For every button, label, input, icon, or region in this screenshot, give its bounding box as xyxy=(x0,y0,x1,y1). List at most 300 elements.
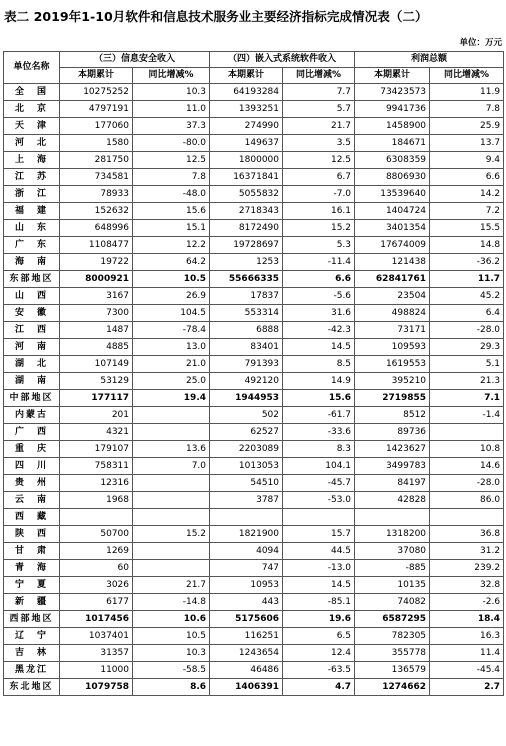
profit-current-cell: 13539640 xyxy=(355,186,430,203)
embedded-growth-cell: 14.5 xyxy=(283,577,355,594)
info-security-growth-cell: -58.5 xyxy=(133,662,210,679)
region-name: 内蒙古 xyxy=(4,407,60,424)
info-security-current-cell: 1580 xyxy=(60,135,133,152)
region-name: 宁 夏 xyxy=(4,577,60,594)
info-security-current-cell: 53129 xyxy=(60,373,133,390)
table-row xyxy=(4,186,504,203)
embedded-growth-cell: 14.9 xyxy=(283,373,355,390)
profit-current-cell: 109593 xyxy=(355,339,430,356)
info-security-current-cell: 3026 xyxy=(60,577,133,594)
profit-growth-cell: -1.4 xyxy=(430,407,504,424)
profit-current-cell: 355778 xyxy=(355,645,430,662)
profit-growth-cell xyxy=(430,509,504,526)
embedded-current-cell: 6888 xyxy=(210,322,283,339)
info-security-current-cell: 177060 xyxy=(60,118,133,135)
embedded-current-cell: 149637 xyxy=(210,135,283,152)
profit-current-cell: 1274662 xyxy=(355,679,430,696)
region-name: 中部地区 xyxy=(4,390,60,407)
table-row xyxy=(4,424,504,441)
region-name: 河 南 xyxy=(4,339,60,356)
embedded-growth-cell: 15.2 xyxy=(283,220,355,237)
table-row xyxy=(4,594,504,611)
region-name: 东北地区 xyxy=(4,679,60,696)
region-name: 全 国 xyxy=(4,84,60,101)
info-security-growth-cell xyxy=(133,407,210,424)
region-name: 黑龙江 xyxy=(4,662,60,679)
info-security-current-cell: 4885 xyxy=(60,339,133,356)
info-security-growth-cell: 10.6 xyxy=(133,611,210,628)
region-name: 山 西 xyxy=(4,288,60,305)
profit-current-cell: 62841761 xyxy=(355,271,430,288)
region-name: 四 川 xyxy=(4,458,60,475)
info-security-current-cell: 1108477 xyxy=(60,237,133,254)
info-security-current-cell: 19722 xyxy=(60,254,133,271)
embedded-current-cell: 1253 xyxy=(210,254,283,271)
region-name: 江 苏 xyxy=(4,169,60,186)
info-security-growth-cell: -80.0 xyxy=(133,135,210,152)
profit-growth-cell: 14.6 xyxy=(430,458,504,475)
profit-growth-cell: 11.7 xyxy=(430,271,504,288)
embedded-current-cell: 5055832 xyxy=(210,186,283,203)
table-row xyxy=(4,356,504,373)
embedded-growth-cell: -61.7 xyxy=(283,407,355,424)
info-security-growth-cell: -48.0 xyxy=(133,186,210,203)
region-name: 西 藏 xyxy=(4,509,60,526)
info-security-growth-cell: 15.1 xyxy=(133,220,210,237)
info-security-growth-cell: 104.5 xyxy=(133,305,210,322)
info-security-current-cell: 31357 xyxy=(60,645,133,662)
info-security-current-cell: 10275252 xyxy=(60,84,133,101)
profit-growth-cell: 7.8 xyxy=(430,101,504,118)
profit-current-cell: 1458900 xyxy=(355,118,430,135)
profit-current-cell: 3401354 xyxy=(355,220,430,237)
profit-growth-cell: 9.4 xyxy=(430,152,504,169)
table-row xyxy=(4,135,504,152)
profit-current-cell: 1404724 xyxy=(355,203,430,220)
profit-current-cell: 782305 xyxy=(355,628,430,645)
info-security-growth-cell: -14.8 xyxy=(133,594,210,611)
table-row xyxy=(4,118,504,135)
profit-current-cell: 73423573 xyxy=(355,84,430,101)
info-security-current-cell: 7300 xyxy=(60,305,133,322)
embedded-current-cell: 1393251 xyxy=(210,101,283,118)
embedded-growth-cell: -42.3 xyxy=(283,322,355,339)
embedded-growth-cell: -45.7 xyxy=(283,475,355,492)
table-row xyxy=(4,288,504,305)
embedded-growth-cell: -53.0 xyxy=(283,492,355,509)
table-row xyxy=(4,560,504,577)
info-security-current-cell: 11000 xyxy=(60,662,133,679)
embedded-current-cell: 502 xyxy=(210,407,283,424)
table-row xyxy=(4,390,504,407)
region-name: 上 海 xyxy=(4,152,60,169)
table-row xyxy=(4,322,504,339)
profit-growth-cell: 6.4 xyxy=(430,305,504,322)
info-security-current-cell: 12316 xyxy=(60,475,133,492)
header-row-groups xyxy=(4,52,504,68)
table-row xyxy=(4,101,504,118)
profit-growth-cell: 13.7 xyxy=(430,135,504,152)
region-name: 东部地区 xyxy=(4,271,60,288)
info-security-current-cell: 1037401 xyxy=(60,628,133,645)
info-security-growth-cell: 7.0 xyxy=(133,458,210,475)
header-growth: 同比增减% xyxy=(283,68,355,84)
info-security-growth-cell: 7.8 xyxy=(133,169,210,186)
region-name: 青 海 xyxy=(4,560,60,577)
info-security-current-cell: 281750 xyxy=(60,152,133,169)
profit-growth-cell: 86.0 xyxy=(430,492,504,509)
table-row xyxy=(4,152,504,169)
embedded-current-cell: 62527 xyxy=(210,424,283,441)
info-security-growth-cell xyxy=(133,560,210,577)
info-security-growth-cell: 25.0 xyxy=(133,373,210,390)
profit-growth-cell xyxy=(430,424,504,441)
info-security-current-cell: 1017456 xyxy=(60,611,133,628)
embedded-current-cell: 54510 xyxy=(210,475,283,492)
region-name: 福 建 xyxy=(4,203,60,220)
profit-growth-cell: -28.0 xyxy=(430,322,504,339)
embedded-growth-cell: 15.6 xyxy=(283,390,355,407)
profit-growth-cell: 239.2 xyxy=(430,560,504,577)
profit-growth-cell: -45.4 xyxy=(430,662,504,679)
region-name: 湖 北 xyxy=(4,356,60,373)
embedded-current-cell: 1406391 xyxy=(210,679,283,696)
profit-current-cell: 42828 xyxy=(355,492,430,509)
table-row xyxy=(4,339,504,356)
embedded-current-cell: 1821900 xyxy=(210,526,283,543)
region-name: 北 京 xyxy=(4,101,60,118)
embedded-current-cell: 10953 xyxy=(210,577,283,594)
embedded-current-cell: 83401 xyxy=(210,339,283,356)
embedded-current-cell: 1800000 xyxy=(210,152,283,169)
embedded-current-cell: 1243654 xyxy=(210,645,283,662)
table-row xyxy=(4,305,504,322)
profit-growth-cell: 32.8 xyxy=(430,577,504,594)
info-security-current-cell: 3167 xyxy=(60,288,133,305)
profit-current-cell: 1318200 xyxy=(355,526,430,543)
info-security-growth-cell: 37.3 xyxy=(133,118,210,135)
info-security-current-cell: 1079758 xyxy=(60,679,133,696)
profit-current-cell: 17674009 xyxy=(355,237,430,254)
embedded-growth-cell: 6.6 xyxy=(283,271,355,288)
region-name: 江 西 xyxy=(4,322,60,339)
profit-current-cell: 74082 xyxy=(355,594,430,611)
profit-growth-cell: 31.2 xyxy=(430,543,504,560)
table-row xyxy=(4,526,504,543)
info-security-current-cell: 177117 xyxy=(60,390,133,407)
header-current: 本期累计 xyxy=(355,68,430,84)
embedded-current-cell: 274990 xyxy=(210,118,283,135)
info-security-growth-cell: 13.6 xyxy=(133,441,210,458)
embedded-current-cell: 4094 xyxy=(210,543,283,560)
embedded-current-cell: 17837 xyxy=(210,288,283,305)
region-name: 甘 肃 xyxy=(4,543,60,560)
info-security-growth-cell: 10.5 xyxy=(133,271,210,288)
region-name: 新 疆 xyxy=(4,594,60,611)
region-name: 安 徽 xyxy=(4,305,60,322)
info-security-current-cell: 60 xyxy=(60,560,133,577)
embedded-current-cell: 3787 xyxy=(210,492,283,509)
profit-growth-cell: 15.5 xyxy=(430,220,504,237)
table-row xyxy=(4,220,504,237)
info-security-growth-cell: 10.3 xyxy=(133,645,210,662)
embedded-current-cell: 1944953 xyxy=(210,390,283,407)
info-security-growth-cell: 26.9 xyxy=(133,288,210,305)
region-name: 海 南 xyxy=(4,254,60,271)
embedded-growth-cell: 12.5 xyxy=(283,152,355,169)
profit-growth-cell: 36.8 xyxy=(430,526,504,543)
embedded-growth-cell: 8.5 xyxy=(283,356,355,373)
region-name: 辽 宁 xyxy=(4,628,60,645)
info-security-current-cell: 6177 xyxy=(60,594,133,611)
profit-growth-cell: 11.9 xyxy=(430,84,504,101)
unit-label: 单位：万元 xyxy=(459,38,502,48)
info-security-current-cell: 107149 xyxy=(60,356,133,373)
profit-growth-cell: 16.3 xyxy=(430,628,504,645)
profit-growth-cell: 6.6 xyxy=(430,169,504,186)
profit-current-cell: 84197 xyxy=(355,475,430,492)
info-security-growth-cell: -78.4 xyxy=(133,322,210,339)
info-security-current-cell: 734581 xyxy=(60,169,133,186)
header-growth: 同比增减% xyxy=(133,68,210,84)
info-security-current-cell: 8000921 xyxy=(60,271,133,288)
info-security-growth-cell: 13.0 xyxy=(133,339,210,356)
header-group-total-profit: 利润总额 xyxy=(355,52,504,68)
embedded-growth-cell: 6.5 xyxy=(283,628,355,645)
table-body xyxy=(4,84,504,696)
embedded-growth-cell: 6.7 xyxy=(283,169,355,186)
embedded-growth-cell: 7.7 xyxy=(283,84,355,101)
header-region: 单位名称 xyxy=(4,52,60,84)
profit-growth-cell: 29.3 xyxy=(430,339,504,356)
profit-growth-cell: 45.2 xyxy=(430,288,504,305)
embedded-current-cell: 19728697 xyxy=(210,237,283,254)
embedded-growth-cell: -85.1 xyxy=(283,594,355,611)
info-security-current-cell: 758311 xyxy=(60,458,133,475)
info-security-growth-cell: 15.2 xyxy=(133,526,210,543)
profit-current-cell: 2719855 xyxy=(355,390,430,407)
embedded-current-cell: 46486 xyxy=(210,662,283,679)
info-security-current-cell xyxy=(60,509,133,526)
header-group-embedded-software: （四）嵌入式系统软件收入 xyxy=(210,52,355,68)
embedded-current-cell: 116251 xyxy=(210,628,283,645)
table-row xyxy=(4,628,504,645)
embedded-growth-cell: 44.5 xyxy=(283,543,355,560)
embedded-growth-cell: -33.6 xyxy=(283,424,355,441)
info-security-current-cell: 4321 xyxy=(60,424,133,441)
region-name: 吉 林 xyxy=(4,645,60,662)
embedded-growth-cell: 19.6 xyxy=(283,611,355,628)
profit-growth-cell: -2.6 xyxy=(430,594,504,611)
info-security-growth-cell xyxy=(133,509,210,526)
info-security-growth-cell xyxy=(133,492,210,509)
info-security-growth-cell: 11.0 xyxy=(133,101,210,118)
info-security-growth-cell xyxy=(133,543,210,560)
info-security-growth-cell: 10.3 xyxy=(133,84,210,101)
embedded-growth-cell: 21.7 xyxy=(283,118,355,135)
profit-growth-cell: 18.4 xyxy=(430,611,504,628)
info-security-growth-cell: 12.2 xyxy=(133,237,210,254)
table-row xyxy=(4,169,504,186)
profit-current-cell: -885 xyxy=(355,560,430,577)
info-security-current-cell: 1269 xyxy=(60,543,133,560)
embedded-growth-cell: -7.0 xyxy=(283,186,355,203)
embedded-current-cell: 55666335 xyxy=(210,271,283,288)
table-row xyxy=(4,475,504,492)
embedded-growth-cell: -13.0 xyxy=(283,560,355,577)
info-security-growth-cell: 8.6 xyxy=(133,679,210,696)
embedded-growth-cell: 3.5 xyxy=(283,135,355,152)
info-security-growth-cell: 21.0 xyxy=(133,356,210,373)
info-security-current-cell: 1487 xyxy=(60,322,133,339)
embedded-current-cell: 791393 xyxy=(210,356,283,373)
table-row xyxy=(4,577,504,594)
profit-current-cell: 121438 xyxy=(355,254,430,271)
table-row xyxy=(4,407,504,424)
info-security-growth-cell: 12.5 xyxy=(133,152,210,169)
table-title: 表二 2019年1-10月软件和信息技术服务业主要经济指标完成情况表（二） xyxy=(4,9,428,24)
embedded-growth-cell: 5.7 xyxy=(283,101,355,118)
region-name: 西部地区 xyxy=(4,611,60,628)
profit-current-cell: 73171 xyxy=(355,322,430,339)
profit-growth-cell: 21.3 xyxy=(430,373,504,390)
embedded-growth-cell: 104.1 xyxy=(283,458,355,475)
info-security-growth-cell: 10.5 xyxy=(133,628,210,645)
embedded-growth-cell: 8.3 xyxy=(283,441,355,458)
table-row xyxy=(4,441,504,458)
profit-current-cell: 1423627 xyxy=(355,441,430,458)
info-security-growth-cell: 19.4 xyxy=(133,390,210,407)
table-row xyxy=(4,203,504,220)
info-security-growth-cell: 64.2 xyxy=(133,254,210,271)
profit-current-cell: 8512 xyxy=(355,407,430,424)
region-name: 云 南 xyxy=(4,492,60,509)
table-row xyxy=(4,373,504,390)
embedded-growth-cell: 4.7 xyxy=(283,679,355,696)
embedded-growth-cell: -5.6 xyxy=(283,288,355,305)
info-security-current-cell: 4797191 xyxy=(60,101,133,118)
header-row-sub xyxy=(4,68,504,84)
embedded-current-cell: 1013053 xyxy=(210,458,283,475)
info-security-current-cell: 78933 xyxy=(60,186,133,203)
embedded-growth-cell: 12.4 xyxy=(283,645,355,662)
profit-growth-cell: 14.2 xyxy=(430,186,504,203)
profit-growth-cell: 7.2 xyxy=(430,203,504,220)
info-security-current-cell: 201 xyxy=(60,407,133,424)
embedded-growth-cell: -63.5 xyxy=(283,662,355,679)
profit-current-cell: 6587295 xyxy=(355,611,430,628)
header-growth: 同比增减% xyxy=(430,68,504,84)
region-name: 广 东 xyxy=(4,237,60,254)
region-name: 山 东 xyxy=(4,220,60,237)
profit-current-cell: 23504 xyxy=(355,288,430,305)
region-name: 河 北 xyxy=(4,135,60,152)
profit-current-cell: 1619553 xyxy=(355,356,430,373)
profit-growth-cell: 14.8 xyxy=(430,237,504,254)
profit-growth-cell: -36.2 xyxy=(430,254,504,271)
table-row xyxy=(4,509,504,526)
table-row xyxy=(4,611,504,628)
embedded-current-cell: 747 xyxy=(210,560,283,577)
table-row xyxy=(4,271,504,288)
table-row xyxy=(4,543,504,560)
embedded-current-cell: 2203089 xyxy=(210,441,283,458)
region-name: 湖 南 xyxy=(4,373,60,390)
table-row xyxy=(4,492,504,509)
profit-growth-cell: 25.9 xyxy=(430,118,504,135)
table-row xyxy=(4,458,504,475)
region-name: 贵 州 xyxy=(4,475,60,492)
embedded-current-cell: 553314 xyxy=(210,305,283,322)
profit-current-cell xyxy=(355,509,430,526)
embedded-current-cell xyxy=(210,509,283,526)
info-security-current-cell: 50700 xyxy=(60,526,133,543)
profit-growth-cell: 5.1 xyxy=(430,356,504,373)
table-row xyxy=(4,254,504,271)
header-group-info-security: （三）信息安全收入 xyxy=(60,52,210,68)
profit-growth-cell: 11.4 xyxy=(430,645,504,662)
region-name: 天 津 xyxy=(4,118,60,135)
profit-current-cell: 498824 xyxy=(355,305,430,322)
profit-current-cell: 9941736 xyxy=(355,101,430,118)
table-row xyxy=(4,84,504,101)
embedded-current-cell: 16371841 xyxy=(210,169,283,186)
embedded-growth-cell: 5.3 xyxy=(283,237,355,254)
embedded-current-cell: 443 xyxy=(210,594,283,611)
embedded-current-cell: 2718343 xyxy=(210,203,283,220)
header-current: 本期累计 xyxy=(210,68,283,84)
profit-current-cell: 184671 xyxy=(355,135,430,152)
profit-current-cell: 136579 xyxy=(355,662,430,679)
info-security-growth-cell xyxy=(133,424,210,441)
table-row xyxy=(4,645,504,662)
report-table xyxy=(3,51,504,696)
header-current: 本期累计 xyxy=(60,68,133,84)
info-security-current-cell: 152632 xyxy=(60,203,133,220)
embedded-growth-cell: 16.1 xyxy=(283,203,355,220)
info-security-growth-cell: 15.6 xyxy=(133,203,210,220)
region-name: 重 庆 xyxy=(4,441,60,458)
profit-current-cell: 6308359 xyxy=(355,152,430,169)
table-row xyxy=(4,679,504,696)
region-name: 广 西 xyxy=(4,424,60,441)
region-name: 陕 西 xyxy=(4,526,60,543)
embedded-growth-cell: 15.7 xyxy=(283,526,355,543)
profit-growth-cell: 2.7 xyxy=(430,679,504,696)
profit-growth-cell: 10.8 xyxy=(430,441,504,458)
profit-current-cell: 89736 xyxy=(355,424,430,441)
profit-current-cell: 8806930 xyxy=(355,169,430,186)
table-row xyxy=(4,662,504,679)
embedded-growth-cell xyxy=(283,509,355,526)
region-name: 浙 江 xyxy=(4,186,60,203)
profit-current-cell: 10135 xyxy=(355,577,430,594)
embedded-growth-cell: -11.4 xyxy=(283,254,355,271)
info-security-current-cell: 179107 xyxy=(60,441,133,458)
embedded-current-cell: 492120 xyxy=(210,373,283,390)
embedded-growth-cell: 31.6 xyxy=(283,305,355,322)
profit-growth-cell: -28.0 xyxy=(430,475,504,492)
info-security-current-cell: 648996 xyxy=(60,220,133,237)
embedded-current-cell: 8172490 xyxy=(210,220,283,237)
profit-growth-cell: 7.1 xyxy=(430,390,504,407)
info-security-current-cell: 1968 xyxy=(60,492,133,509)
info-security-growth-cell: 21.7 xyxy=(133,577,210,594)
profit-current-cell: 395210 xyxy=(355,373,430,390)
embedded-current-cell: 64193284 xyxy=(210,84,283,101)
info-security-growth-cell xyxy=(133,475,210,492)
profit-current-cell: 3499783 xyxy=(355,458,430,475)
